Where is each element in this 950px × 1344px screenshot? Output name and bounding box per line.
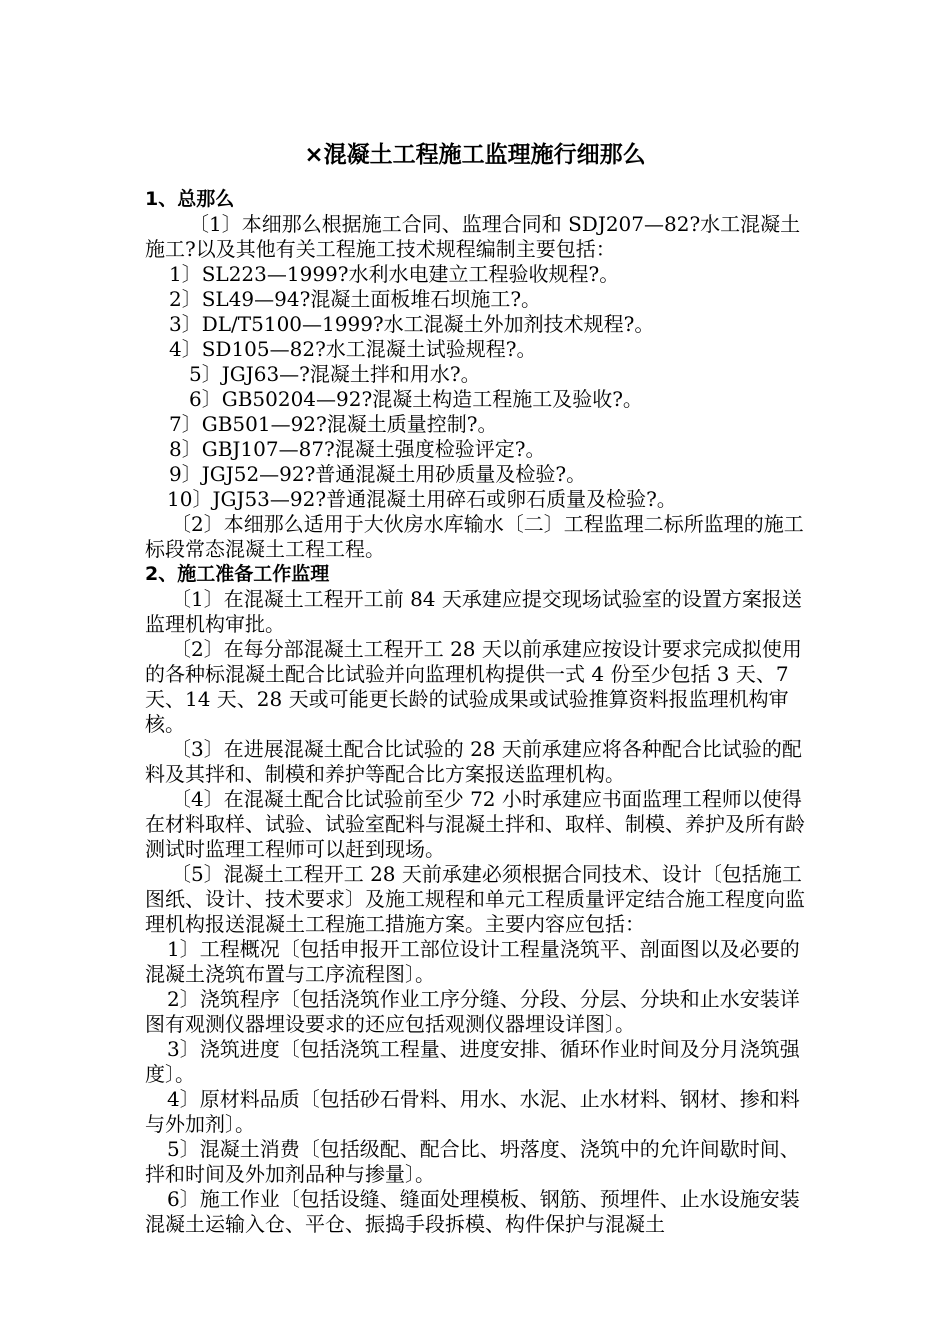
reference-item: 6〕GB50204—92?混凝土构造工程施工及验收?。 [189, 387, 643, 411]
list-item: 6〕施工作业〔包括设缝、缝面处理模板、钢筋、预埋件、止水设施安装混凝土运输入仓、平仓、振捣手段拆模、构件保护与混凝土 [145, 1187, 800, 1236]
list-item: 4〕原材料品质〔包括砂石骨料、用水、水泥、止水材料、钢材、掺和料与外加剂〕。 [145, 1087, 800, 1136]
paragraph: 〔4〕在混凝土配合比试验前至少 72 小时承建应书面监理工程师以使得在材料取样、试验、试验室配料与混凝土拌和、取样、制模、养护及所有龄测试时监理工程师可以赶到现场。 [145, 787, 805, 861]
list-item: 1〕工程概况〔包括申报开工部位设计工程量浇筑平、剖面图以及必要的混凝土浇筑布置与工序流程图〕。 [145, 937, 800, 986]
reference-item: 3〕DL/T5100—1999?水工混凝土外加剂技术规程?。 [169, 312, 655, 336]
document-title: ×混凝土工程施工监理施行细那么 [304, 142, 646, 168]
reference-item: 9〕JGJ52—92?普通混凝土用砂质量及检验?。 [169, 462, 587, 486]
reference-item: 7〕GB501—92?混凝土质量控制?。 [169, 412, 498, 436]
reference-item: 8〕GBJ107—87?混凝土强度检验评定?。 [169, 437, 546, 461]
list-item: 2〕浇筑程序〔包括浇筑作业工序分缝、分段、分层、分块和止水安装详图有观测仪器埋设要求的还应包括观测仪器埋设详图〕。 [145, 987, 800, 1036]
reference-item: 2〕SL49—94?混凝土面板堆石坝施工?。 [169, 287, 542, 311]
paragraph: 〔5〕混凝土工程开工 28 天前承建必须根据合同技术、设计〔包括施工图纸、设计、技术要求〕及施工规程和单元工程质量评定结合施工程度向监理机构报送混凝土工程施工措施方案。主要内容应包括： [145, 862, 805, 936]
paragraph: 〔1〕在混凝土工程开工前 84 天承建应提交现场试验室的设置方案报送监理机构审批。 [145, 587, 802, 636]
paragraph: 〔1〕本细那么根据施工合同、监理合同和 SDJ207—82?水工混凝土施工?以及其他有关工程施工技术规程编制主要包括： [145, 212, 801, 261]
section-heading-2: 2、施工准备工作监理 [145, 563, 330, 585]
section-heading-1: 1、总那么 [145, 188, 235, 210]
reference-item: 10〕JGJ53—92?普通混凝土用碎石或卵石质量及检验?。 [167, 487, 677, 511]
paragraph: 〔3〕在进展混凝土配合比试验的 28 天前承建应将各种配合比试验的配料及其拌和、制模和养护等配合比方案报送监理机构。 [145, 737, 802, 786]
document-body [145, 187, 817, 1237]
reference-item: 4〕SD105—82?水工混凝土试验规程?。 [169, 337, 537, 361]
list-item: 5〕混凝土消费〔包括级配、配合比、坍落度、浇筑中的允许间歇时间、拌和时间及外加剂品种与掺量〕。 [145, 1137, 800, 1186]
paragraph: 〔2〕在每分部混凝土工程开工 28 天以前承建应按设计要求完成拟使用的各种标混凝土配合比试验并向监理机构提供一式 4 份至少包括 3 天、7 天、14 天、28 天或可能更长龄的试验成果或试验推算资料报监理机构审核。 [145, 637, 802, 736]
list-item: 3〕浇筑进度〔包括浇筑工程量、进度安排、循环作业时间及分月浇筑强度〕。 [145, 1037, 800, 1086]
reference-item: 5〕JGJ63—?混凝土拌和用水?。 [189, 362, 481, 386]
reference-item: 1〕SL223—1999?水利水电建立工程验收规程?。 [169, 262, 620, 286]
paragraph: 〔2〕本细那么适用于大伙房水库输水〔二〕工程监理二标所监理的施工标段常态混凝土工程工程。 [145, 512, 804, 561]
